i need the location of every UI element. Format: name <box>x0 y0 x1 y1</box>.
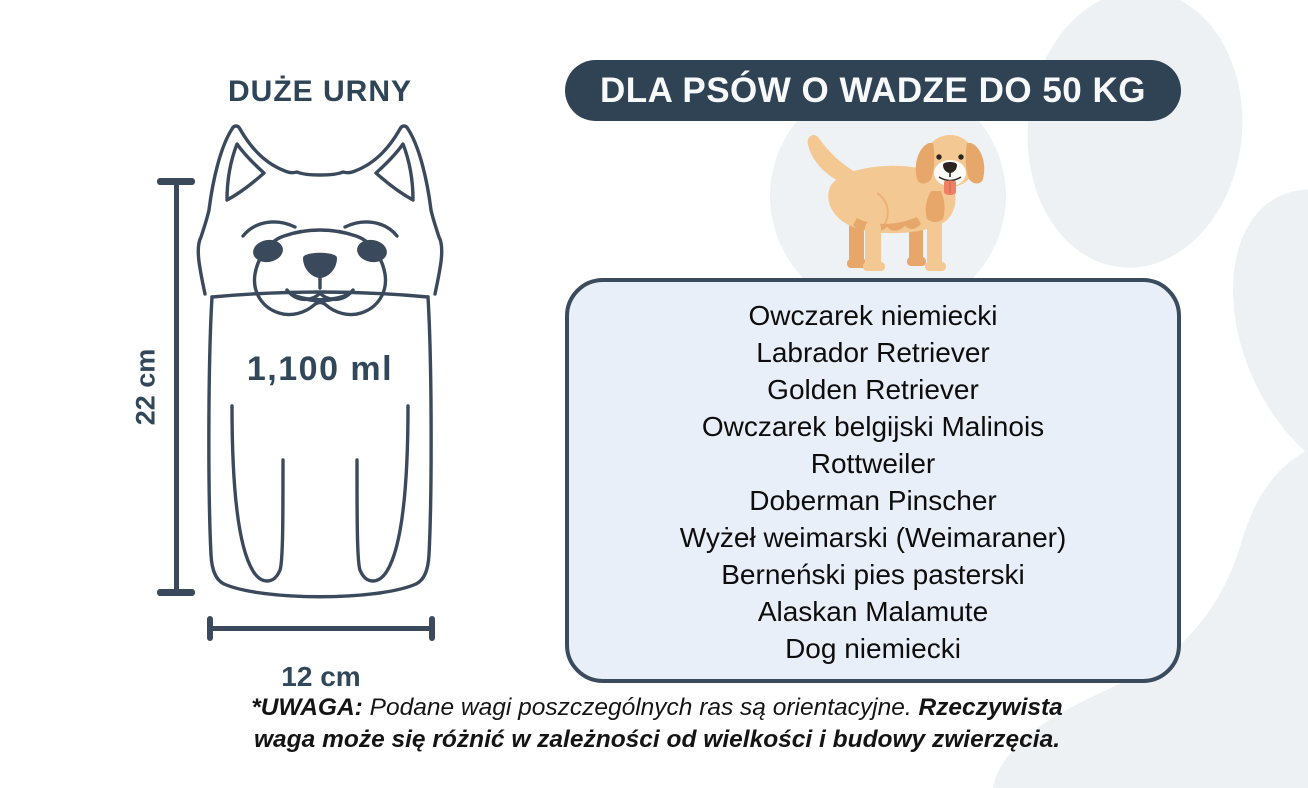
breed-item: Owczarek belgijski Malinois <box>701 411 1045 442</box>
urn-section-title: DUŻE URNY <box>227 75 412 108</box>
breed-item: Rottweiler <box>810 448 936 479</box>
disclaimer-emphasis-end: waga może się różnić w zależności od wielkości i budowy zwierzęcia. <box>253 725 1061 753</box>
width-dimension-line <box>209 626 433 631</box>
breed-item: Dog niemiecki <box>785 633 961 664</box>
disclaimer-line-2 <box>237 724 1077 756</box>
disclaimer-line-1 <box>237 692 1077 724</box>
urn-height-label: 22 cm <box>130 348 161 426</box>
breed-item: Alaskan Malamute <box>757 596 989 627</box>
width-dimension-cap <box>207 616 213 641</box>
height-dimension-line <box>174 181 179 593</box>
breed-item: Wyżeł weimarski (Weimaraner) <box>679 522 1067 553</box>
disclaimer-emphasis-start: Rzeczywista <box>918 694 1063 721</box>
golden-retriever-icon <box>781 121 993 273</box>
height-dimension-cap <box>157 589 195 596</box>
disclaimer-prefix: *UWAGA: <box>251 694 363 721</box>
urn-volume-label: 1,100 ml <box>246 350 394 388</box>
breed-item: Doberman Pinscher <box>749 485 997 516</box>
breed-item: Berneński pies pasterski <box>721 559 1025 590</box>
width-dimension-cap <box>429 616 435 641</box>
breeds-list-box <box>565 278 1181 683</box>
breed-item: Golden Retriever <box>767 374 979 405</box>
urn-width-label: 12 cm <box>281 661 361 692</box>
disclaimer-note <box>237 692 1077 755</box>
weight-range-header: DLA PSÓW O WADZE DO 50 KG <box>565 60 1181 121</box>
paw-toe-icon <box>1014 0 1256 278</box>
breed-item: Owczarek niemiecki <box>748 300 998 331</box>
disclaimer-middle: Podane wagi poszczególnych ras są orientacyjne. <box>362 694 919 721</box>
breed-item: Labrador Retriever <box>756 337 990 368</box>
height-dimension-cap <box>157 178 195 185</box>
